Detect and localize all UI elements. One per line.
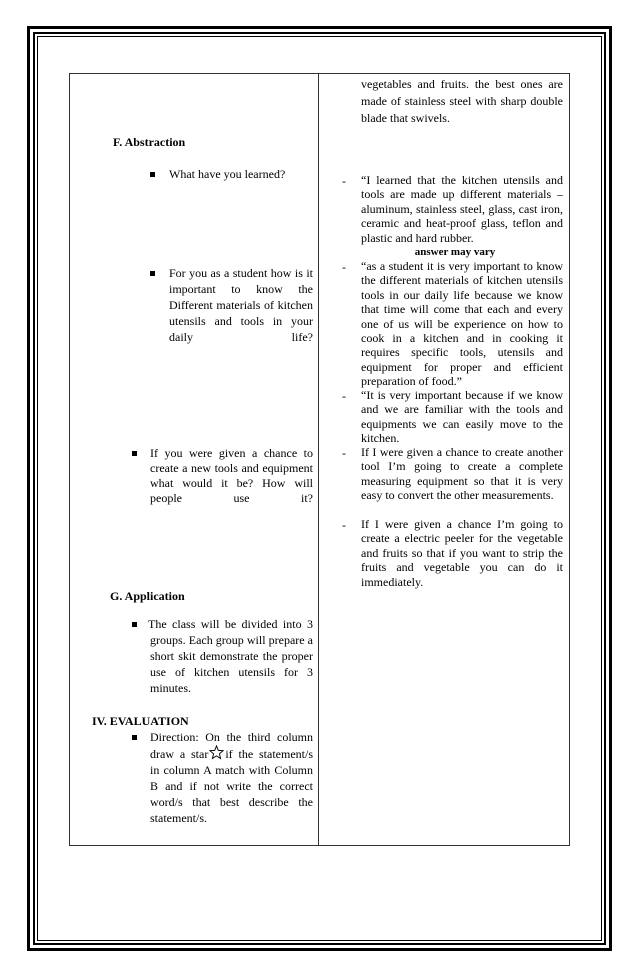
answer-dash: - (342, 389, 346, 403)
answer-electric-peeler: If I were given a chance I’m going to create a electric peeler for the vegetable and fruits so that if you want to strip the fruits and vegetable you can do it immediately. (361, 517, 563, 589)
lesson-table (69, 73, 570, 846)
bullet-icon (132, 622, 137, 627)
evaluation-direction: Direction: On the third column draw a star if the statement/s in column A match with Column B and if not write the correct word/s that best describe the statement/s. (150, 730, 313, 825)
answer-dash: - (342, 174, 346, 188)
application-heading: G. Application (110, 589, 185, 603)
answer-importance: “as a student it is very important to know the different materials of kitchen utensils tools in our daily life because we know that time will come that each and every one of us will be experience on how to cook in a kitchen and in cooking it requires specific tools, utensils and equipment for proper and efficient preparation of food.” (361, 259, 563, 389)
bullet-icon (132, 735, 137, 740)
abstraction-question-3: If you were given a chance to create a new tools and equipment what would it be? How will people use it? (150, 446, 313, 505)
abstraction-question-2: For you as a student how is it important to know the Different materials of kitchen utensils and tools in your daily life? (169, 266, 313, 344)
answer-familiar: “It is very important because if we know and we are familiar with the tools and equipments we can easily move to the kitchen. (361, 388, 563, 446)
application-item: The class will be divided into 3 groups. Each group will prepare a short skit demonstrate the proper use of kitchen utensils for 3 minutes. (148, 617, 313, 695)
answer-may-vary-label: answer may vary (414, 246, 496, 259)
answer-measuring-tool: If I were given a chance to create another tool I’m going to create a complete measuring equipment so that it is very easy to convert the other measurements. (361, 445, 563, 503)
bullet-icon (150, 271, 155, 276)
abstraction-heading: F. Abstraction (113, 135, 186, 149)
star-icon (209, 745, 224, 760)
answer-learned-text: “I learned that the kitchen utensils and tools are made up different materials – aluminum, stainless steel, glass, cast iron, ceramic and heat-proof glass, teflon and plastic and hard rubber. (361, 173, 563, 245)
bullet-icon (150, 172, 155, 177)
answer-dash: - (342, 446, 346, 460)
abstraction-question-1: What have you learned? (169, 167, 286, 181)
answer-dash: - (342, 260, 346, 274)
continuation-text: vegetables and fruits. the best ones are made of stainless steel with sharp double blade that swivels. (361, 77, 563, 125)
bullet-icon (132, 451, 137, 456)
answer-learned (361, 173, 563, 259)
column-divider (318, 74, 319, 845)
evaluation-heading: IV. EVALUATION (92, 714, 189, 728)
answer-dash: - (342, 518, 346, 532)
